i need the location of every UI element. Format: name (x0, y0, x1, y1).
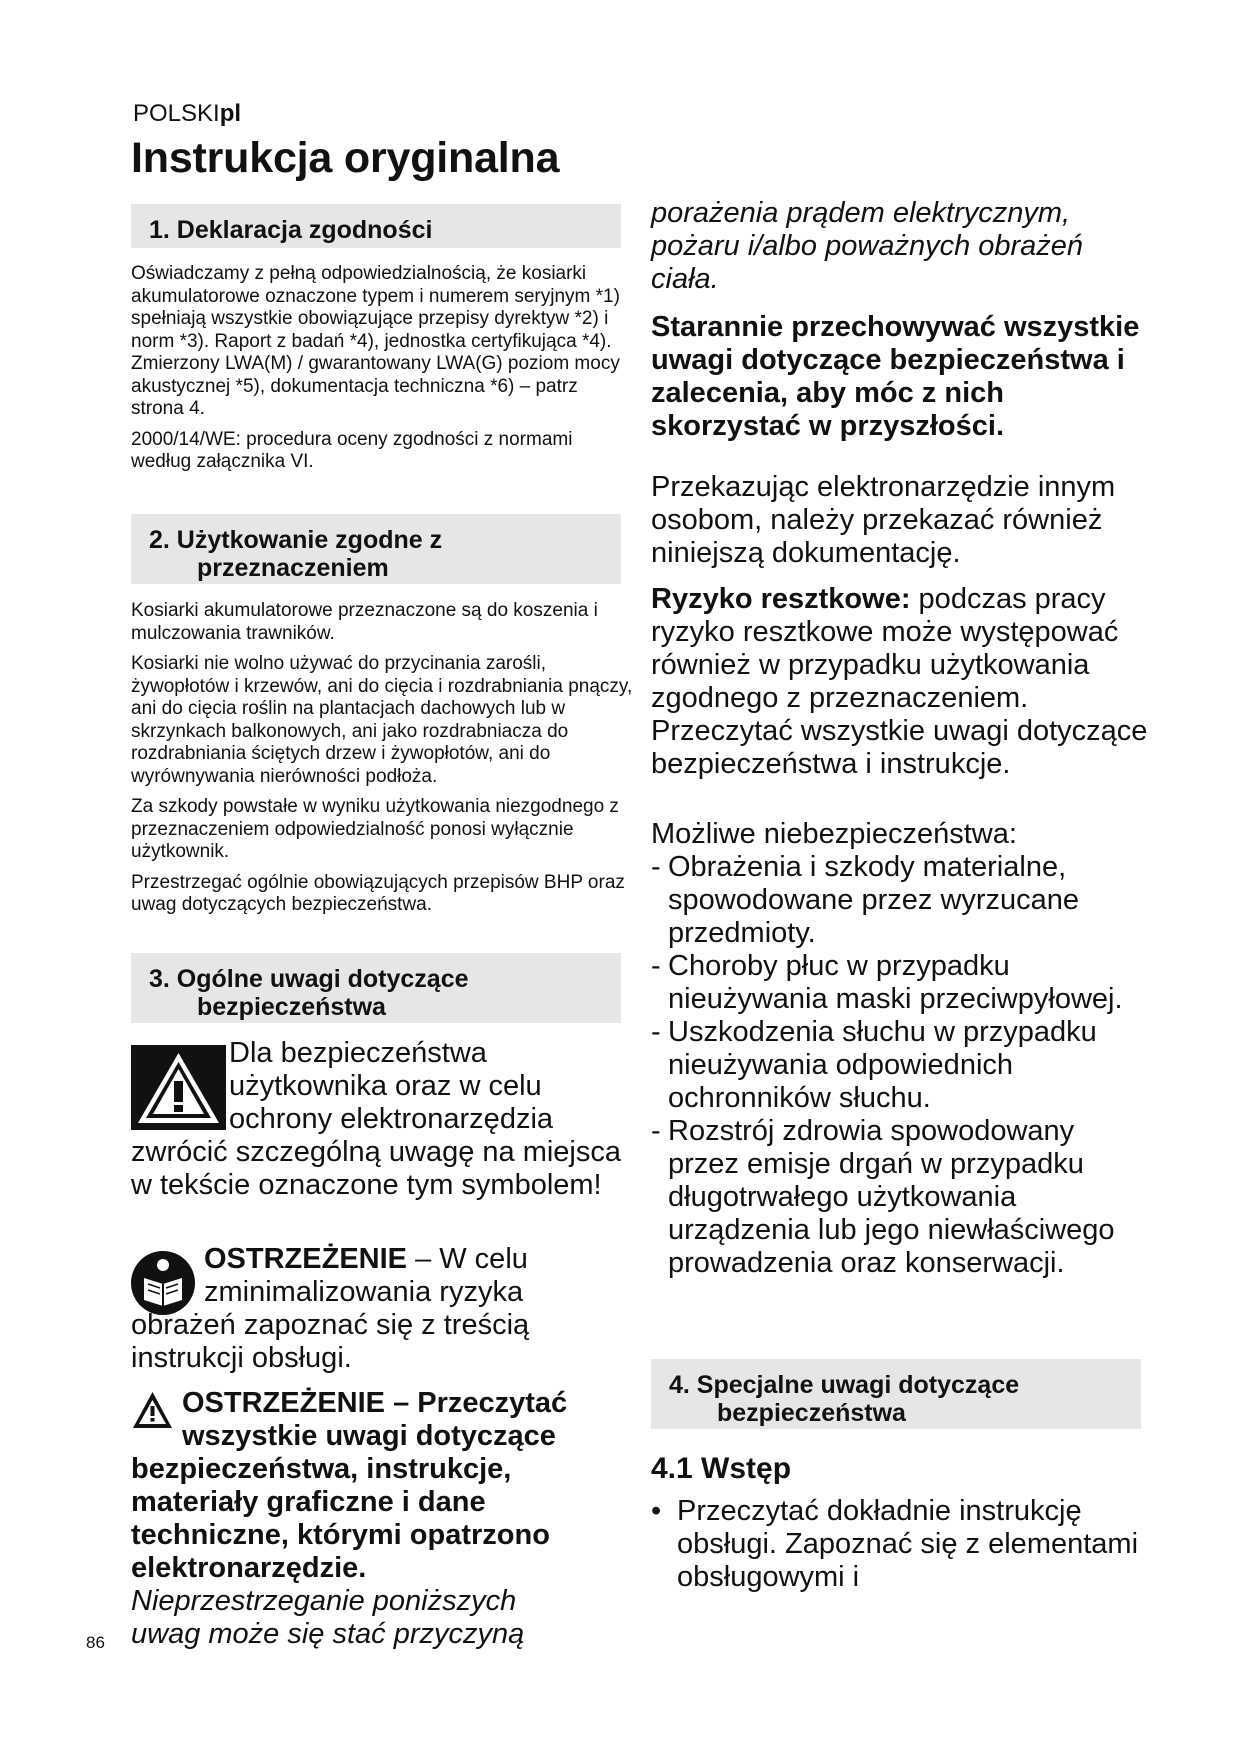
declaration-paragraph: Oświadczamy z pełną odpowiedzialnością, że kosiarki akumulatorowe oznaczone typem i numerem seryjnym *1) spełniają wszystkie obowiązujące przepisy dyrektyw *2) i norm *3). Raport z badań *4), jednostka certyfikująca *4). Zmierzony LWA(M) / gwarantowany LWA(G) poziom mocy akustycznej *5), dokumentacja techniczna *6) – patrz strona 4. (131, 263, 620, 419)
read-manual-icon (130, 1250, 196, 1316)
read-warning-rest: bezpieczeństwa, instrukcje, materiały graficzne i dane techniczne, którymi opatrzono elektronarzędzie. (131, 1453, 550, 1584)
liability-paragraph: Za szkody powstałe w wyniku użytkowania niezgodnego z przeznaczeniem odpowiedzialność ponosi wyłącznie użytkownik. (131, 796, 619, 862)
italic-warning: Nieprzestrzeganie poniższych uwag może się stać przyczyną (131, 1585, 525, 1650)
manual-warning-lines: OSTRZEŻENIE – W celu zminimalizowania ryzyka (204, 1243, 528, 1308)
bhp-paragraph: Przestrzegać ogólnie obowiązujących przepisów BHP oraz uwag dotyczących bezpieczeństwa. (131, 871, 625, 915)
intro-bullet: • Przeczytać dokładnie instrukcję obsługi. Zapoznać się z elementami obsługowymi i (651, 1495, 1139, 1593)
keep-notes-paragraph: Starannie przechowywać wszystkie uwagi dotyczące bezpieczeństwa i zalecenia, aby móc z nich skorzystać w przyszłości. (651, 311, 1140, 442)
language-label: POLSKIpl (133, 100, 242, 127)
prohibited-use-paragraph: Kosiarki nie wolno używać do przycinania zarośli, żywopłotów i krzewów, ani do cięcia i rozdrabniania pnączy, ani do cięcia roślin na plantacjach dachowych lub w skrzynkach balkonowych, ani jako rozdrabniacza do rozdrabniania ściętych drzew i żywopłotów, ani do wyrównywania nierówności podłoża. (131, 653, 633, 787)
hazard-item: - Choroby płuc w przypadku nieużywania maski przeciwpyłowej. (651, 950, 1123, 1015)
symbol-explanation-lines: Dla bezpieczeństwa użytkownika oraz w celu ochrony elektronarzędzia (229, 1037, 554, 1135)
warning-triangle-icon (131, 1045, 226, 1130)
section-2-heading: 2. Użytkowanie zgodne z przeznaczeniem (131, 514, 621, 584)
symbol-explanation-rest: zwrócić szczególną uwagę na miejsca w tekście oznaczone tym symbolem! (131, 1136, 621, 1201)
section-3-heading: 3. Ogólne uwagi dotyczące bezpieczeństwa (131, 953, 621, 1023)
section-1-body (131, 263, 631, 482)
section-2-body (131, 600, 636, 925)
manual-warning-rest: obrażeń zapoznać się z treścią instrukcji obsługi. (131, 1309, 530, 1374)
page-title: Instrukcja oryginalna (131, 134, 560, 182)
small-warning-icon (131, 1390, 174, 1430)
page-number: 86 (86, 1633, 105, 1652)
read-warning-lines: OSTRZEŻENIE – Przeczytać wszystkie uwagi dotyczące (182, 1387, 568, 1452)
subsection-title: 4.1 Wstęp (651, 1452, 792, 1485)
section-4-heading: 4. Specjalne uwagi dotyczące bezpieczeństwa (651, 1359, 1141, 1429)
intended-use-paragraph: Kosiarki akumulatorowe przeznaczone są do koszenia i mulczowania trawników. (131, 600, 598, 644)
hazard-item: - Uszkodzenia słuchu w przypadku nieużywania odpowiednich ochronników słuchu. (651, 1016, 1097, 1114)
hazards-block (651, 818, 1151, 1280)
residual-risk-paragraph: Ryzyko resztkowe: podczas pracy ryzyko resztkowe może występować również w przypadku użytkowania zgodnego z przeznaczeniem. Przeczytać wszystkie uwagi dotyczące bezpieczeństwa i instrukcje. (651, 583, 1148, 780)
hand-over-paragraph: Przekazując elektronarzędzie innym osobom, należy przekazać również niniejszą dokumentację. (651, 471, 1116, 569)
section-1-heading: 1. Deklaracja zgodności (131, 204, 621, 248)
hazards-title: Możliwe niebezpieczeństwa: (651, 818, 1017, 850)
hazard-item: - Obrażenia i szkody materialne, spowodowane przez wyrzucane przedmioty. (651, 851, 1080, 949)
italic-continuation: porażenia prądem elektrycznym, pożaru i/albo poważnych obrażeń ciała. (651, 197, 1084, 295)
procedure-paragraph: 2000/14/WE: procedura oceny zgodności z normami według załącznika VI. (131, 428, 573, 472)
hazard-item: - Rozstrój zdrowia spowodowany przez emisje drgań w przypadku długotrwałego użytkowania urządzenia lub jego niewłaściwego prowadzenia oraz konserwacji. (651, 1115, 1115, 1279)
